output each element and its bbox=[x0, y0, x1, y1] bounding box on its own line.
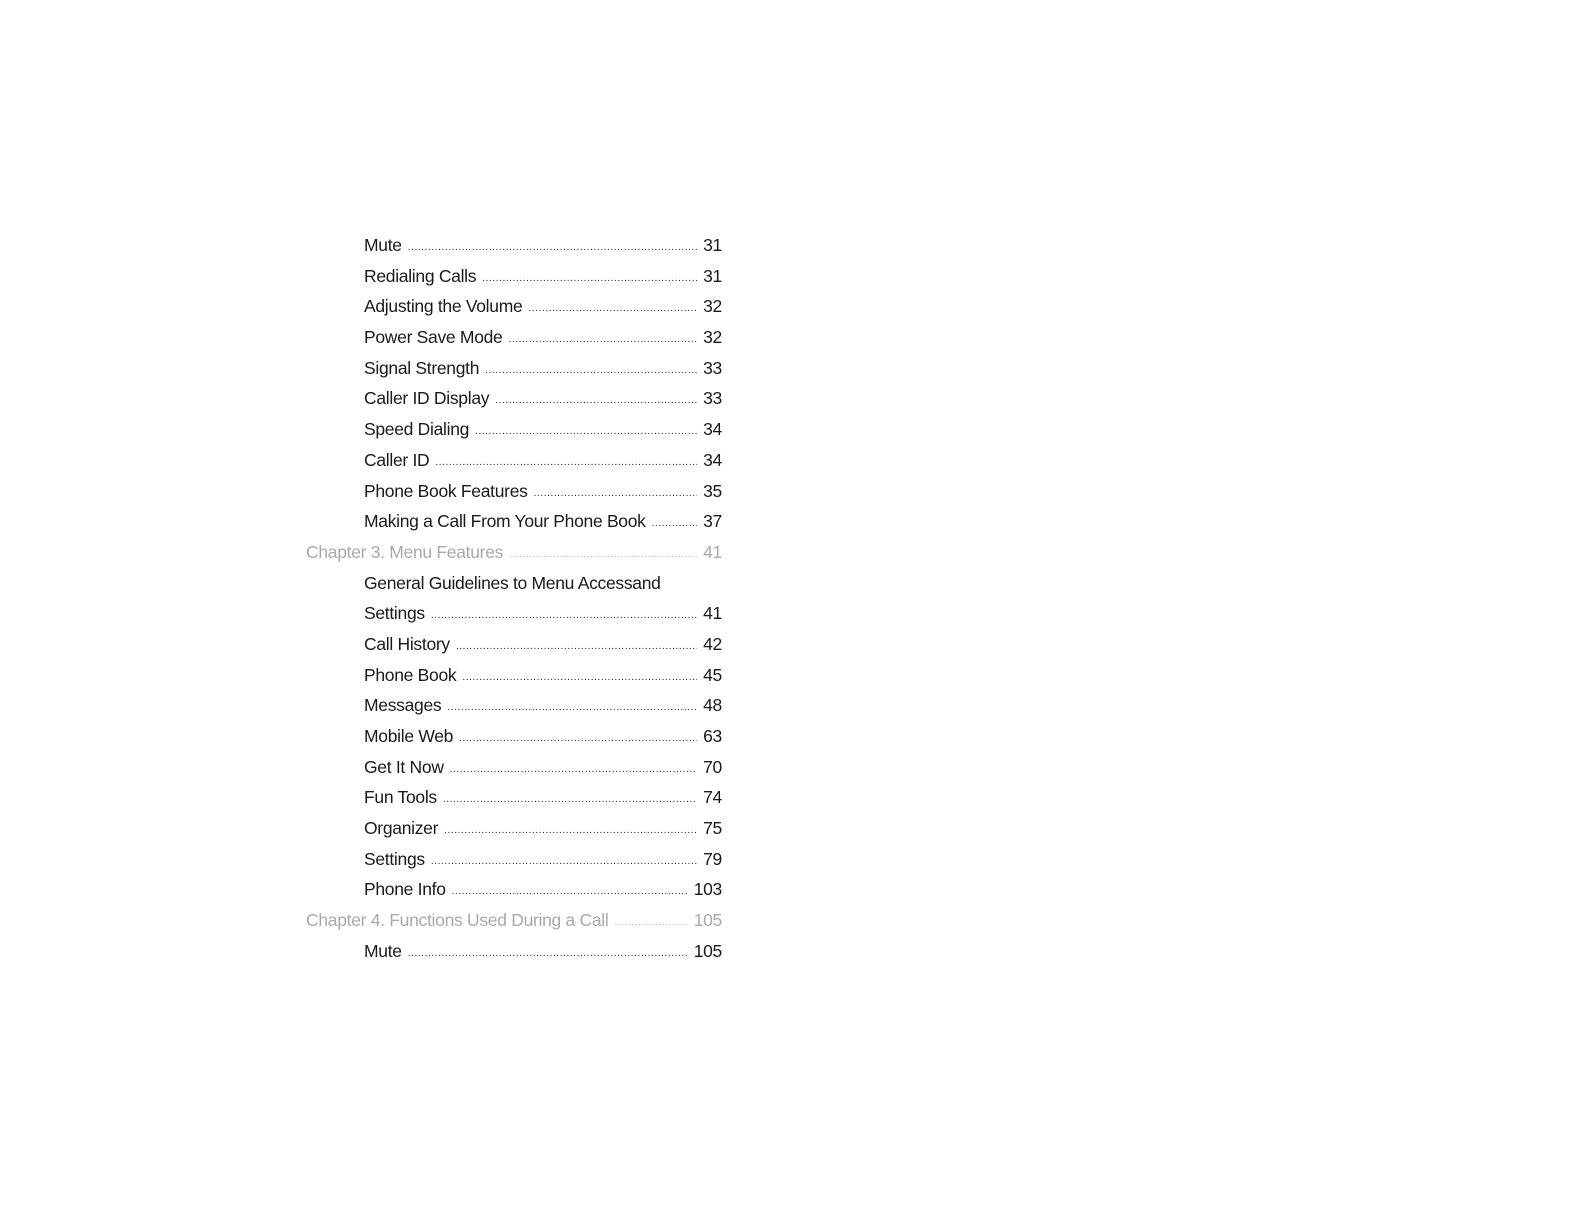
toc-page-number: 41 bbox=[703, 603, 722, 624]
toc-entry bbox=[306, 598, 722, 629]
toc-page-number: 35 bbox=[703, 480, 722, 501]
toc-entry bbox=[306, 383, 722, 414]
toc-entry bbox=[306, 813, 722, 844]
toc-page-number: 74 bbox=[703, 787, 722, 808]
toc-page-number: 33 bbox=[703, 357, 722, 378]
toc-dot-leader bbox=[431, 601, 697, 632]
toc-entry-title: Messages bbox=[364, 695, 442, 716]
toc-page-number: 70 bbox=[703, 756, 722, 777]
toc-page-number: 42 bbox=[703, 633, 722, 654]
toc-entry bbox=[306, 476, 722, 507]
toc-dot-leader bbox=[509, 325, 698, 356]
toc-page-number: 34 bbox=[703, 419, 722, 440]
toc-page-number: 31 bbox=[703, 265, 722, 286]
toc-page-number: 105 bbox=[693, 940, 722, 961]
toc-entry bbox=[306, 230, 722, 261]
toc-page-number: 32 bbox=[703, 327, 722, 348]
toc-dot-leader bbox=[443, 785, 697, 816]
toc-entry bbox=[306, 261, 722, 292]
toc-entry bbox=[306, 445, 722, 476]
toc-dot-leader bbox=[408, 233, 697, 264]
toc-page-number: 103 bbox=[693, 879, 722, 900]
toc-entry-title: Signal Strength bbox=[364, 357, 480, 378]
toc-entry bbox=[306, 721, 722, 752]
toc-entry-title: Chapter 3. Menu Features bbox=[306, 541, 504, 562]
toc-dot-leader bbox=[614, 908, 687, 939]
toc-entry-title: Get It Now bbox=[364, 756, 444, 777]
toc-page-number: 79 bbox=[703, 848, 722, 869]
toc-entry-title: Adjusting the Volume bbox=[364, 296, 523, 317]
toc-dot-leader bbox=[509, 540, 697, 571]
toc-entry-title: Redialing Calls bbox=[364, 265, 477, 286]
toc-dot-leader bbox=[475, 417, 697, 448]
toc-dot-leader bbox=[456, 632, 697, 663]
toc-page-number: 41 bbox=[703, 541, 722, 562]
toc-entry-title: Fun Tools bbox=[364, 787, 437, 808]
toc-dot-leader bbox=[444, 816, 697, 847]
toc-page-number: 75 bbox=[703, 818, 722, 839]
toc-page-number: 34 bbox=[703, 449, 722, 470]
toc-entry bbox=[306, 782, 722, 813]
toc-entry bbox=[306, 874, 722, 905]
table-of-contents bbox=[306, 230, 722, 967]
toc-entry bbox=[306, 322, 722, 353]
toc-dot-leader bbox=[447, 693, 697, 724]
toc-entry-title: Phone Info bbox=[364, 879, 446, 900]
toc-dot-leader bbox=[485, 356, 697, 387]
toc-entry-title: Mute bbox=[364, 235, 402, 255]
toc-entry bbox=[306, 291, 722, 322]
toc-entry-title: Phone Book bbox=[364, 664, 457, 685]
toc-page-number: 33 bbox=[703, 388, 722, 409]
toc-chapter-entry bbox=[306, 537, 722, 568]
toc-entry-title: Mute bbox=[364, 940, 402, 961]
toc-entry-title: Chapter 4. Functions Used During a Call bbox=[306, 910, 609, 931]
toc-page-number: 105 bbox=[693, 910, 722, 931]
toc-entry bbox=[306, 690, 722, 721]
toc-dot-leader bbox=[482, 264, 697, 295]
toc-entry-title: Speed Dialing bbox=[364, 419, 470, 440]
toc-entry bbox=[306, 353, 722, 384]
toc-dot-leader bbox=[452, 877, 688, 908]
toc-entry-title: Making a Call From Your Phone Book bbox=[364, 511, 646, 532]
toc-entry-title: Settings bbox=[364, 848, 425, 869]
toc-page-number: 48 bbox=[703, 695, 722, 716]
toc-entry-title: Call History bbox=[364, 633, 450, 654]
toc-page-number: 63 bbox=[703, 726, 722, 746]
toc-entry bbox=[306, 752, 722, 783]
toc-entry-title: Caller ID Display bbox=[364, 388, 490, 409]
toc-entry bbox=[306, 844, 722, 875]
toc-entry bbox=[306, 629, 722, 660]
toc-entry-title: Mobile Web bbox=[364, 726, 454, 746]
toc-dot-leader bbox=[459, 724, 697, 755]
toc-entry-title: Organizer bbox=[364, 818, 439, 839]
toc-entry bbox=[306, 568, 722, 599]
toc-entry-title: Power Save Mode bbox=[364, 327, 503, 348]
toc-page-number: 45 bbox=[703, 664, 722, 685]
toc-entry bbox=[306, 936, 722, 967]
toc-entry-title: General Guidelines to Menu Accessand bbox=[364, 572, 661, 593]
toc-page-number: 37 bbox=[703, 511, 722, 532]
toc-entry-title: Settings bbox=[364, 603, 425, 624]
toc-entry-title: Phone Book Features bbox=[364, 480, 528, 501]
toc-dot-leader bbox=[528, 294, 697, 325]
toc-chapter-entry bbox=[306, 905, 722, 936]
toc-page-number: 32 bbox=[703, 296, 722, 317]
toc-entry bbox=[306, 506, 722, 537]
toc-dot-leader bbox=[435, 448, 697, 479]
toc-dot-leader bbox=[450, 755, 697, 786]
toc-page-number: 31 bbox=[703, 235, 722, 255]
toc-dot-leader bbox=[462, 663, 697, 694]
toc-entry bbox=[306, 414, 722, 445]
toc-dot-leader bbox=[495, 386, 697, 417]
toc-entry-title: Caller ID bbox=[364, 449, 430, 470]
toc-dot-leader bbox=[431, 847, 697, 878]
toc-dot-leader bbox=[652, 509, 697, 540]
toc-dot-leader bbox=[408, 939, 688, 970]
toc-entry bbox=[306, 660, 722, 691]
toc-dot-leader bbox=[534, 479, 698, 510]
